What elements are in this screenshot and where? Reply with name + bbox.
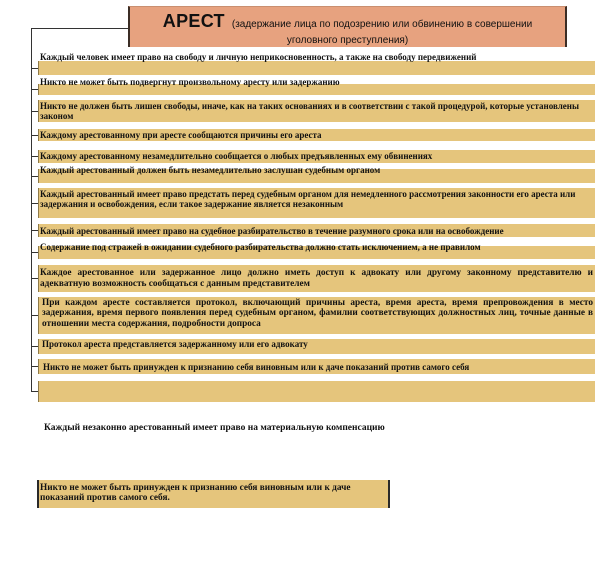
principle-text: Каждый арестованный имеет право предстать перед судебным органом для немедленного рассмотрения законности его ареста или задержания и освобождения, если такое задержание является незаконным (40, 189, 576, 209)
principle-text: Каждый арестованный должен быть незамедлительно заслушан судебным органом (40, 165, 381, 175)
connector-tick (31, 346, 38, 347)
principle-text: Протокол ареста представляется задержанному или его адвокату (42, 339, 308, 349)
connector-tick (31, 203, 38, 204)
connector-tick (31, 278, 38, 279)
compensation-note: Каждый незаконно арестованный имеет право на материальную компенсацию (44, 423, 385, 433)
title-box (128, 6, 567, 47)
connector-tick (31, 111, 38, 112)
tree-spine-line (31, 28, 32, 392)
principle-text: Никто не может быть подвергнут произвольному аресту или задержанию (40, 77, 340, 87)
title-subtitle-line-2: уголовного преступления) (286, 35, 409, 46)
bottom-box-text: Никто не может быть принужден к признанию себя виновным или к даче показаний против самого себя. (40, 483, 351, 503)
title-line-1 (130, 11, 565, 35)
connector-tick (31, 176, 38, 177)
connector-tick (31, 135, 38, 136)
connector-tick (31, 89, 38, 90)
connector-tick (31, 252, 38, 253)
connector-tick (31, 315, 38, 316)
principle-text: Каждый арестованный имеет право на судебное разбирательство в течение разумного срока или на освобождение (40, 226, 504, 236)
principle-text: Каждый человек имеет право на свободу и личную неприкосновенность, а также на свободу передвижений (40, 52, 477, 62)
principle-text: Каждому арестованному при аресте сообщаются причины его ареста (40, 130, 322, 140)
principle-bar (38, 61, 595, 75)
connector-tick (31, 366, 38, 367)
connector-tick (31, 391, 38, 392)
principle-text: Каждое арестованное или задержанное лицо должно иметь доступ к адвокату или другому законному представителю и адекватную возможность сообщаться с данным представителем (40, 268, 593, 289)
principle-text: Никто не должен быть лишен свободы, иначе, как на таких основаниях и в соответствии с такой процедурой, которые установлены законом (40, 101, 579, 121)
connector-tick (31, 156, 38, 157)
principle-text: Содержание под стражей в ожидании судебного разбирательства должно стать исключением, а не правилом (40, 242, 481, 252)
bottom-box (37, 480, 390, 508)
principle-text: Никто не может быть принужден к признанию себя виновным или к даче показаний против самого себя (43, 362, 470, 372)
connector-tick (31, 230, 38, 231)
empty-principle-bar (38, 381, 595, 402)
connector-tick (31, 68, 38, 69)
principle-text: При каждом аресте составляется протокол, включающий причины ареста, время ареста, время препровождения в место задержания, время первого появления перед судебным органом, фамилии соответствующих должностных лиц, точные данные в отношении места содержания, подробности допроса (42, 298, 593, 329)
title-subtitle-line-1: (задержание лица по подозрению или обвинению в совершении (231, 19, 533, 30)
title-connector-line (31, 28, 128, 29)
principle-text: Каждому арестованному незамедлительно сообщается о любых предъявленных ему обвинениях (40, 151, 433, 161)
title-main: АРЕСТ (162, 11, 225, 31)
